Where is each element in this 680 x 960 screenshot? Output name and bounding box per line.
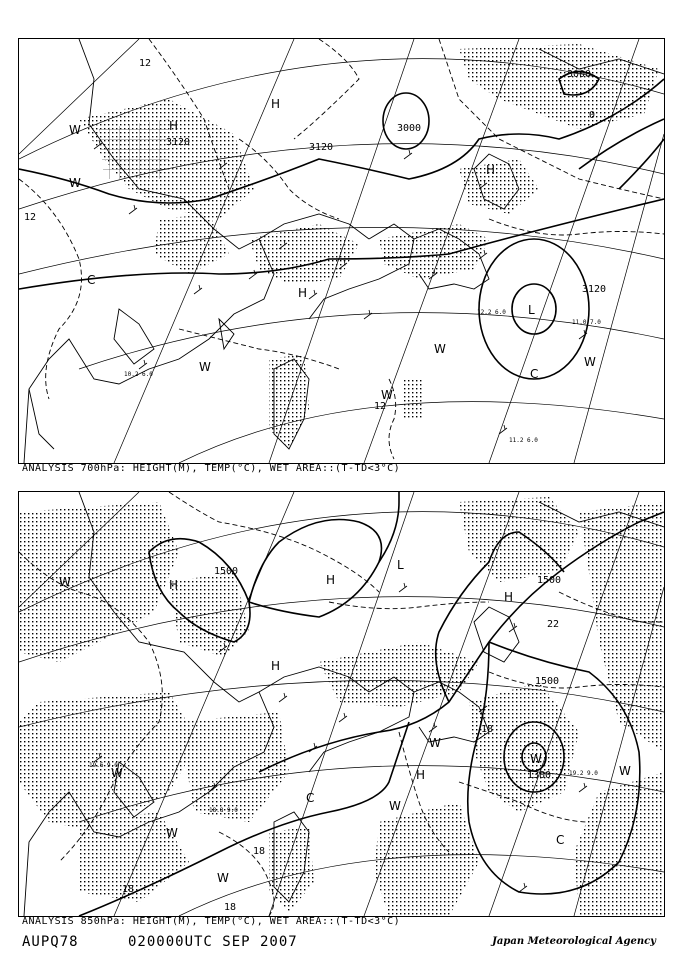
warm-marker: W — [59, 575, 71, 589]
station-obs: 11.2 6.0 — [509, 437, 538, 444]
station-obs: 10.2 6.0 — [124, 371, 153, 378]
cold-marker: C — [306, 791, 315, 805]
warm-marker: W — [381, 388, 393, 402]
warm-marker: W — [429, 736, 441, 750]
warm-marker: W — [166, 826, 178, 840]
caption-850hpa: ANALYSIS 850hPa: HEIGHT(M), TEMP(°C), WET AREA::(T-TD<3°C) — [22, 916, 401, 927]
temp-label: 12 — [374, 401, 387, 412]
temp-label: 22 — [547, 619, 560, 630]
height-label: 3120 — [582, 284, 607, 295]
low-center-marker: L — [397, 558, 404, 572]
station-obs: 12.2 6.0 — [477, 309, 506, 316]
temp-label: 0 — [589, 110, 596, 121]
high-center-marker: H — [298, 286, 308, 300]
cold-marker: C — [87, 273, 96, 287]
caption-700hpa: ANALYSIS 700hPa: HEIGHT(M), TEMP(°C), WET AREA::(T-TD<3°C) — [22, 463, 401, 474]
warm-marker: W — [199, 360, 211, 374]
warm-marker: W — [69, 123, 81, 137]
low-center-marker: L — [528, 303, 535, 317]
cold-marker: C — [530, 367, 539, 381]
chart-code: AUPQ78 — [22, 934, 79, 950]
temp-label: 12 — [139, 58, 152, 69]
high-center-marker: H — [416, 768, 426, 782]
high-center-marker: H — [271, 97, 281, 111]
height-label: 3120 — [166, 137, 191, 148]
height-label: 3000 — [397, 123, 422, 134]
wet-area-stippling — [19, 497, 664, 916]
height-label: 1500 — [535, 676, 560, 687]
warm-marker: W — [434, 342, 446, 356]
high-center-marker: H — [271, 659, 281, 673]
temp-label: 18 — [122, 884, 135, 895]
map-panel-850hpa — [18, 491, 665, 917]
warm-marker: W — [217, 871, 229, 885]
high-center-marker: H — [169, 578, 179, 592]
station-obs: 19.2 9.0 — [569, 770, 598, 777]
high-center-marker: H — [326, 573, 336, 587]
valid-time: 020000UTC SEP 2007 — [128, 934, 298, 950]
agency-credit: Japan Meteorological Agency — [492, 936, 656, 947]
warm-marker: W — [584, 355, 596, 369]
height-label: 1380 — [527, 770, 552, 781]
high-center-marker: H — [504, 590, 514, 604]
map-850hpa — [19, 492, 664, 916]
high-center-marker: H — [169, 119, 179, 133]
high-center-marker: H — [486, 163, 496, 177]
temp-label: 18 — [481, 724, 494, 735]
warm-marker: W — [389, 799, 401, 813]
cold-marker: C — [556, 833, 565, 847]
height-label: 1500 — [214, 566, 239, 577]
wet-area-stippling — [79, 44, 659, 449]
warm-marker: W — [619, 764, 631, 778]
temp-label: 18 — [224, 902, 237, 913]
warm-marker: W — [111, 766, 123, 780]
warm-marker: W — [530, 752, 542, 766]
station-obs: 18.8 9.0 — [209, 807, 238, 814]
map-700hpa — [19, 39, 664, 463]
height-label: 3000 — [567, 69, 592, 80]
temp-label: 12 — [24, 212, 37, 223]
height-label: 1500 — [537, 575, 562, 586]
station-obs: 11.0 7.0 — [572, 319, 601, 326]
map-panel-700hpa — [18, 38, 665, 464]
temp-label: 18 — [253, 846, 266, 857]
warm-marker: W — [69, 176, 81, 190]
station-obs: 19.6 9.0 — [89, 762, 118, 769]
height-label: 3120 — [309, 142, 334, 153]
